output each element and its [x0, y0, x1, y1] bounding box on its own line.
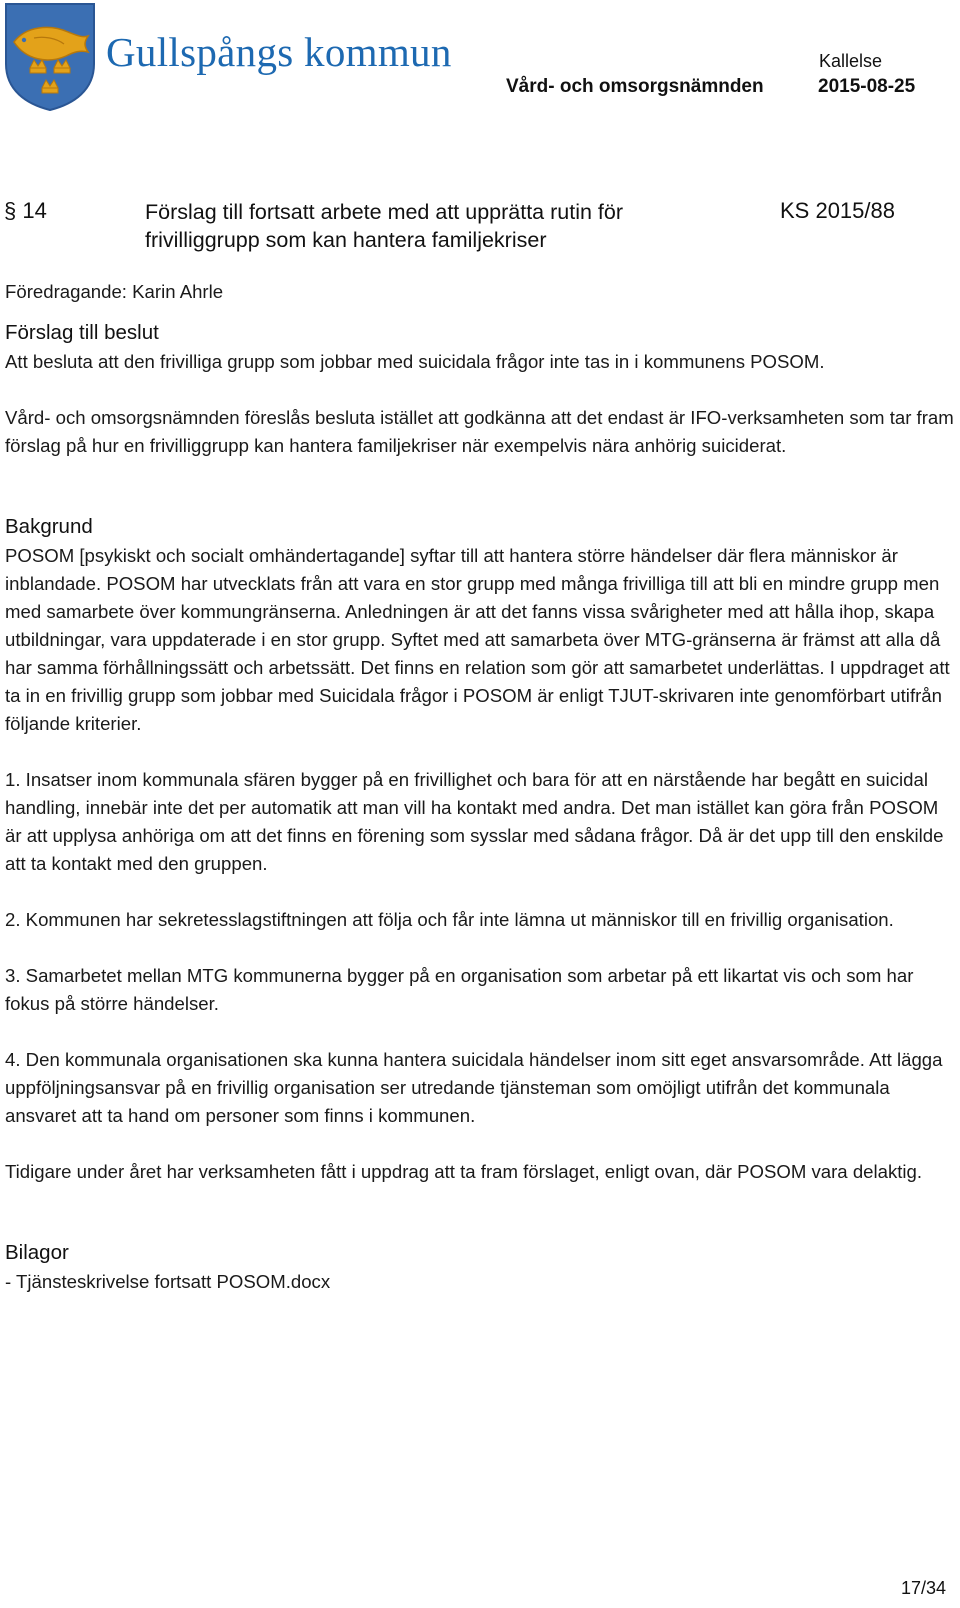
background-closing: Tidigare under året har verksamheten fått i uppdrag att ta fram förslaget, enligt ovan, där POSOM vara delaktig.	[5, 1161, 923, 1182]
meeting-date: 2015-08-25	[818, 76, 916, 97]
board-name: Vård- och omsorgsnämnden	[506, 76, 764, 97]
proposal-heading: Förslag till beslut	[5, 321, 159, 344]
municipality-name: Gullspångs kommun	[106, 29, 452, 75]
criterion-3: 3. Samarbetet mellan MTG kommunerna bygger på en organisation som arbetar på ett likartat vis och som har fokus på större händelser.	[5, 965, 914, 1014]
page-number: 17/34	[900, 1578, 946, 1598]
document-body	[5, 278, 955, 1296]
item-title: Förslag till fortsatt arbete med att upprätta rutin för frivilliggrupp som kan hantera familjekriser	[145, 200, 623, 252]
attachment-item: - Tjänsteskrivelse fortsatt POSOM.docx	[5, 1271, 331, 1292]
criterion-2: 2. Kommunen har sekretesslagstiftningen att följa och får inte lämna ut människor till en frivillig organisation.	[5, 909, 894, 930]
proposal-text-2: Vård- och omsorgsnämnden föreslås besluta istället att godkänna att det endast är IFO-verksamheten som tar fram förslag på hur en frivilliggrupp kan hantera familjekriser när exempelvis nära anhörig suiciderat.	[5, 407, 954, 456]
criterion-4: 4. Den kommunala organisationen ska kunna hantera suicidala händelser inom sitt eget ansvarsområde. Att lägga uppföljningsansvar på en frivillig organisation ser utredande tjänsteman som omöjligt utifrån det kommunala ansvaret att ta hand om personer som finns i kommunen.	[5, 1049, 943, 1126]
document-type: Kallelse	[819, 51, 883, 71]
background-heading: Bakgrund	[5, 515, 93, 538]
background-text: POSOM [psykiskt och socialt omhändertagande] syftar till att hantera större händelser där flera människor är inblandade. POSOM har utvecklats från att vara en stor grupp med många frivilliga till att bli en mindre grupp men med samarbete över kommungränserna. Anledningen är att det fanns vissa svårigheter med att hålla ihop, skapa utbildningar, vara uppdaterade i en stor grupp. Syftet med att samarbeta över MTG-gränserna är främst att alla då har samma förhållningssätt och arbetssätt. Det finns en relation som gör att samarbetet underlättas. I uppdraget att ta in en frivillig grupp som jobbar med Suicidala frågor i POSOM är enligt TJUT-skrivaren inte genomförbart utifrån följande kriterier.	[5, 545, 950, 734]
crest-icon	[4, 2, 96, 112]
criterion-1: 1. Insatser inom kommunala sfären bygger på en frivillighet och bara för att en närstående har begått en suicidal handling, innebär inte det per automatik att man vill ha kontakt med andra. Det man istället kan göra från POSOM är att upplysa anhöriga om att det finns en förening som sysslar med sådana frågor. Då är det upp till den enskilde att ta kontakt med den gruppen.	[5, 769, 944, 874]
paragraph-number: § 14	[4, 198, 47, 223]
presenter: Föredragande: Karin Ahrle	[5, 281, 224, 302]
case-number: KS 2015/88	[780, 198, 895, 223]
municipality-crest-logo	[4, 2, 96, 112]
proposal-text-1: Att besluta att den frivilliga grupp som jobbar med suicidala frågor inte tas in i kommunens POSOM.	[5, 351, 825, 372]
attachments-heading: Bilagor	[5, 1241, 69, 1264]
